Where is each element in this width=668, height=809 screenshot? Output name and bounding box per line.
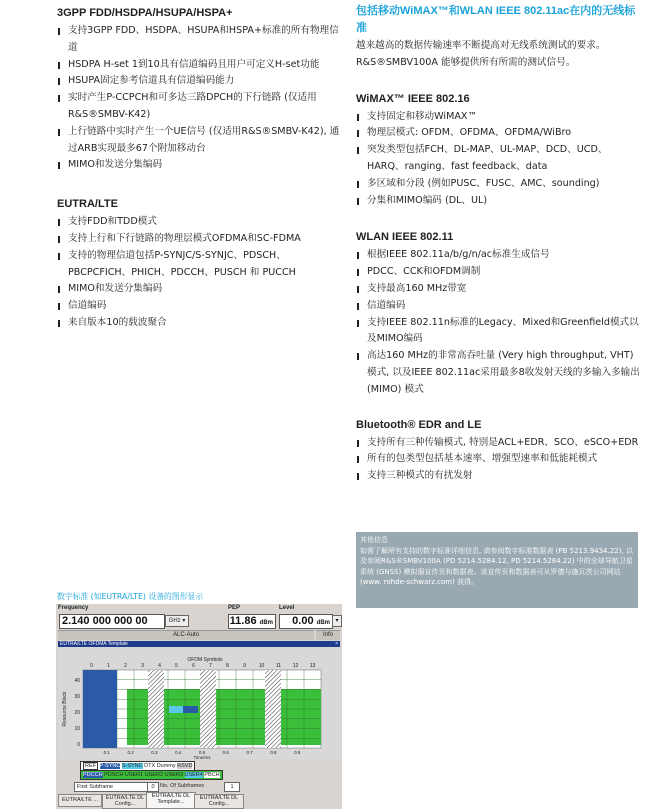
list-item: 支持的物理信道包括P-SYNJC/S-SYNJC、PDSCH、PBCPCFICH、PHICH、PDCCH、PUSCH 和 PUCCH: [57, 248, 343, 282]
x-tick-label: 0.8: [270, 750, 277, 755]
list-item: 支持所有三种传输模式, 特别是ACL+EDR、SCO、eSCO+EDR: [356, 435, 642, 452]
user-block-cyan: [169, 706, 183, 713]
x-tick-label: 0.3: [151, 750, 158, 755]
pep-label: PEP: [228, 605, 241, 611]
list-item: 支持IEEE 802.11n标准的Legacy、Mixed和Greenfield模式以及MIMO编码: [356, 315, 642, 349]
x-tick-label: 0.6: [222, 750, 229, 755]
info-button-label: Info: [322, 632, 333, 638]
pep-display: [228, 614, 276, 629]
instrument-screenshot: [56, 604, 342, 809]
level-unit-select[interactable]: ▾: [332, 615, 342, 627]
legend-user2: USER2: [144, 772, 164, 778]
list-item: 支持三种模式的有扰发射: [356, 468, 642, 485]
section-title-wireless: 包括移动WiMAX™和WLAN IEEE 802.11ac在内的无线标准: [356, 5, 636, 34]
frequency-unit-select[interactable]: GHz ▾: [165, 615, 189, 627]
right-column: [356, 0, 642, 485]
list-item: 物理层模式: OFDM、OFDMA、OFDMA/WiBro: [356, 125, 642, 142]
symbol-tick-label: 11: [275, 663, 282, 669]
symbol-tick-label: 5: [175, 663, 178, 669]
alc-status-bar: [58, 630, 314, 640]
first-subframe-label: First Subframe: [74, 782, 148, 792]
list-item: MIMO和发送分集编码: [57, 281, 343, 298]
list-bluetooth: [356, 435, 642, 485]
list-wimax: [356, 109, 642, 210]
y-tick-label: 10: [74, 726, 80, 732]
list-item: MIMO和发送分集编码: [57, 157, 343, 174]
y-tick-label: 30: [74, 694, 80, 700]
list-item: PDCC、CCK和OFDM调制: [356, 264, 642, 281]
hatched-symbol: [265, 670, 281, 748]
list-item: 所有的包类型包括基本速率、增强型速率和低能耗模式: [356, 451, 642, 468]
frequency-field[interactable]: 2.140 000 000 00: [59, 614, 165, 629]
symbol-tick-label: 9: [243, 663, 246, 669]
list-wlan: [356, 247, 642, 398]
x-tick-label: 0.9: [294, 750, 301, 755]
list-3gpp: [57, 23, 343, 174]
frequency-unit: GHz: [168, 618, 181, 624]
symbol-tick-label: 7: [209, 663, 212, 669]
level-value: 0.00: [292, 615, 314, 627]
level-unit: dBm: [316, 620, 330, 626]
legend-psync: P-SYNC: [99, 763, 121, 769]
symbol-tick-label: 0: [90, 663, 93, 669]
no-subframes-label: No. Of Subframes: [160, 783, 205, 789]
section-title-3gpp: 3GPP FDD/HSDPA/HSUPA/HSPA+: [57, 7, 233, 19]
hatched-symbol: [200, 670, 216, 748]
y-axis-title: Resource Block: [62, 691, 68, 727]
legend-user3: USER3: [164, 772, 183, 778]
symbol-tick-label: 3: [141, 663, 144, 669]
x-tick-label: 0.4: [175, 750, 182, 755]
tab-eutra-lte[interactable]: EUTRA/LTE ...: [58, 794, 102, 807]
symbol-tick-label: 1: [107, 663, 110, 669]
list-item: 上行链路中实时产生一个UE信号 (仅适用R&S®SMBV-K42), 通过ARB实现最多67个附加移动台: [57, 124, 343, 158]
info-box: [356, 532, 638, 608]
symbol-tick-label: 4: [158, 663, 161, 669]
list-item: 支持固定和移动WiMAX™: [356, 109, 642, 126]
legend-rsvd: RSVD: [177, 763, 193, 769]
section-title-wimax: WiMAX™ IEEE 802.16: [356, 92, 470, 105]
info-body: 如需了解所有支持的数字标准详细信息, 请参阅数字标准数据表 (PB 5213.9434.22), 以及参阅R&S®SMBV100A (PD 5214.5284.12, PD 5214.5284.22) 中的全球导航卫星系统 (GNSS) 模拟器宣传页和数据表。该宣传页和数据表可从罗德与施瓦茨公司网站 (www. rohde-schwarz.com) 获得。: [360, 546, 633, 586]
symbol-tick-label: 8: [226, 663, 229, 669]
list-item: 来自版本10的载波聚合: [57, 315, 343, 332]
list-item: 高达160 MHz的非常高吞吐量 (Very high throughput, VHT) 模式, 以及IEEE 802.11ac采用最多8收发射天线的多输入多输出 (MIMO) 模式: [356, 348, 642, 398]
list-item: 突发类型包括FCH、DL-MAP、UL-MAP、DCD、UCD、HARQ、ranging、fast feedback、data: [356, 142, 642, 176]
legend-ssync: S-SYNC: [121, 763, 143, 769]
list-item: 分集和MIMO编码 (DL、UL): [356, 193, 642, 210]
list-item: 支持上行和下行链路的物理层模式OFDMA和SC-FDMA: [57, 231, 343, 248]
legend-user4: USER4: [184, 772, 203, 778]
y-tick-label: 0: [77, 742, 80, 748]
info-title: 其他信息: [360, 536, 388, 544]
left-column: [57, 0, 343, 332]
info-button[interactable]: [316, 630, 340, 640]
level-label: Level: [279, 605, 295, 611]
list-item: 信道编码: [356, 298, 642, 315]
section-title-eutra: EUTRA/LTE: [57, 198, 118, 211]
legend-row-2: [80, 770, 223, 780]
pdcch-block: [83, 670, 117, 748]
x-tick-label: 0.1: [103, 750, 110, 755]
symbol-tick-label: 6: [192, 663, 195, 669]
legend-pbch: PBCH: [204, 772, 220, 778]
symbols-title: OFDM Symbols: [187, 657, 223, 663]
x-tick-label: 0.5: [198, 750, 206, 755]
intro-paragraph: 越来越高的数据传输速率不断提高对无线系统测试的要求。R&S®SMBV100A 能够提供所有所需的测试信号。: [356, 40, 606, 68]
list-item: 多区域和分段 (例如PUSC、FUSC、AMC、sounding): [356, 176, 642, 193]
close-icon[interactable]: ×: [335, 641, 338, 647]
x-tick-label: 0.7: [246, 750, 253, 755]
y-tick-label: 20: [74, 710, 80, 716]
figure-caption: 数字标准 (如EUTRA/LTE) 设备的图形显示: [57, 592, 204, 601]
list-item: 支持3GPP FDD、HSDPA、HSUPA和HSPA+标准的所有物理信道: [57, 23, 343, 57]
legend-pdcch: PDCCH: [83, 772, 103, 778]
list-item: 支持FDD和TDD模式: [57, 214, 343, 231]
alc-status: ALC-Auto: [172, 632, 199, 638]
list-item: 支持最高160 MHz带宽: [356, 281, 642, 298]
pep-unit: dBm: [259, 620, 273, 626]
symbol-tick-label: 12: [292, 663, 299, 669]
list-item: 实时产生P-CCPCH和可多达三路DPCH的下行链路 (仅适用R&S®SMBV-K42): [57, 90, 343, 124]
symbol-tick-label: 13: [309, 663, 316, 669]
legend-ref: REF: [85, 763, 96, 769]
x-axis-title: Time/ms: [193, 755, 211, 759]
tab-dl-config-2[interactable]: EUTRA/LTE DL Config...: [194, 794, 244, 809]
tab-dl-template[interactable]: EUTRA/LTE DL Template...: [146, 792, 196, 809]
legend-dummy: Dummy: [156, 763, 176, 769]
tab-dl-config[interactable]: EUTRA/LTE DL Config...: [102, 794, 148, 809]
frequency-label: Frequency: [58, 605, 89, 611]
user-block-blue: [183, 706, 198, 713]
x-tick-label: 0.2: [127, 750, 134, 755]
list-item: HSUPA固定参考信道具有信道编码能力: [57, 73, 343, 90]
legend-dtx: DTX: [144, 763, 156, 769]
symbol-tick-label: 10: [258, 663, 265, 669]
section-title-wlan: WLAN IEEE 802.11: [356, 231, 454, 244]
ofdm-resource-grid: [58, 647, 342, 759]
symbol-tick-label: 2: [124, 663, 127, 669]
legend-pdsch-user1: PDSCH USER1: [104, 772, 144, 778]
y-tick-label: 40: [74, 678, 80, 684]
level-field[interactable]: [279, 614, 333, 629]
list-item: 信道编码: [57, 298, 343, 315]
template-title: EUTRA/LTE OFDMA Template: [60, 641, 128, 647]
list-item: HSDPA H-set 1到10具有信道编码且用户可定义H-set功能: [57, 57, 343, 74]
list-item: 根据IEEE 802.11a/b/g/n/ac标准生成信号: [356, 247, 642, 264]
first-subframe-field[interactable]: 0: [147, 782, 159, 792]
no-subframes-field[interactable]: 1: [224, 782, 240, 792]
pep-value: 11.86: [229, 615, 257, 627]
hatched-symbol: [148, 670, 164, 748]
list-eutra: [57, 214, 343, 332]
section-title-bluetooth: Bluetooth® EDR and LE: [356, 418, 482, 431]
